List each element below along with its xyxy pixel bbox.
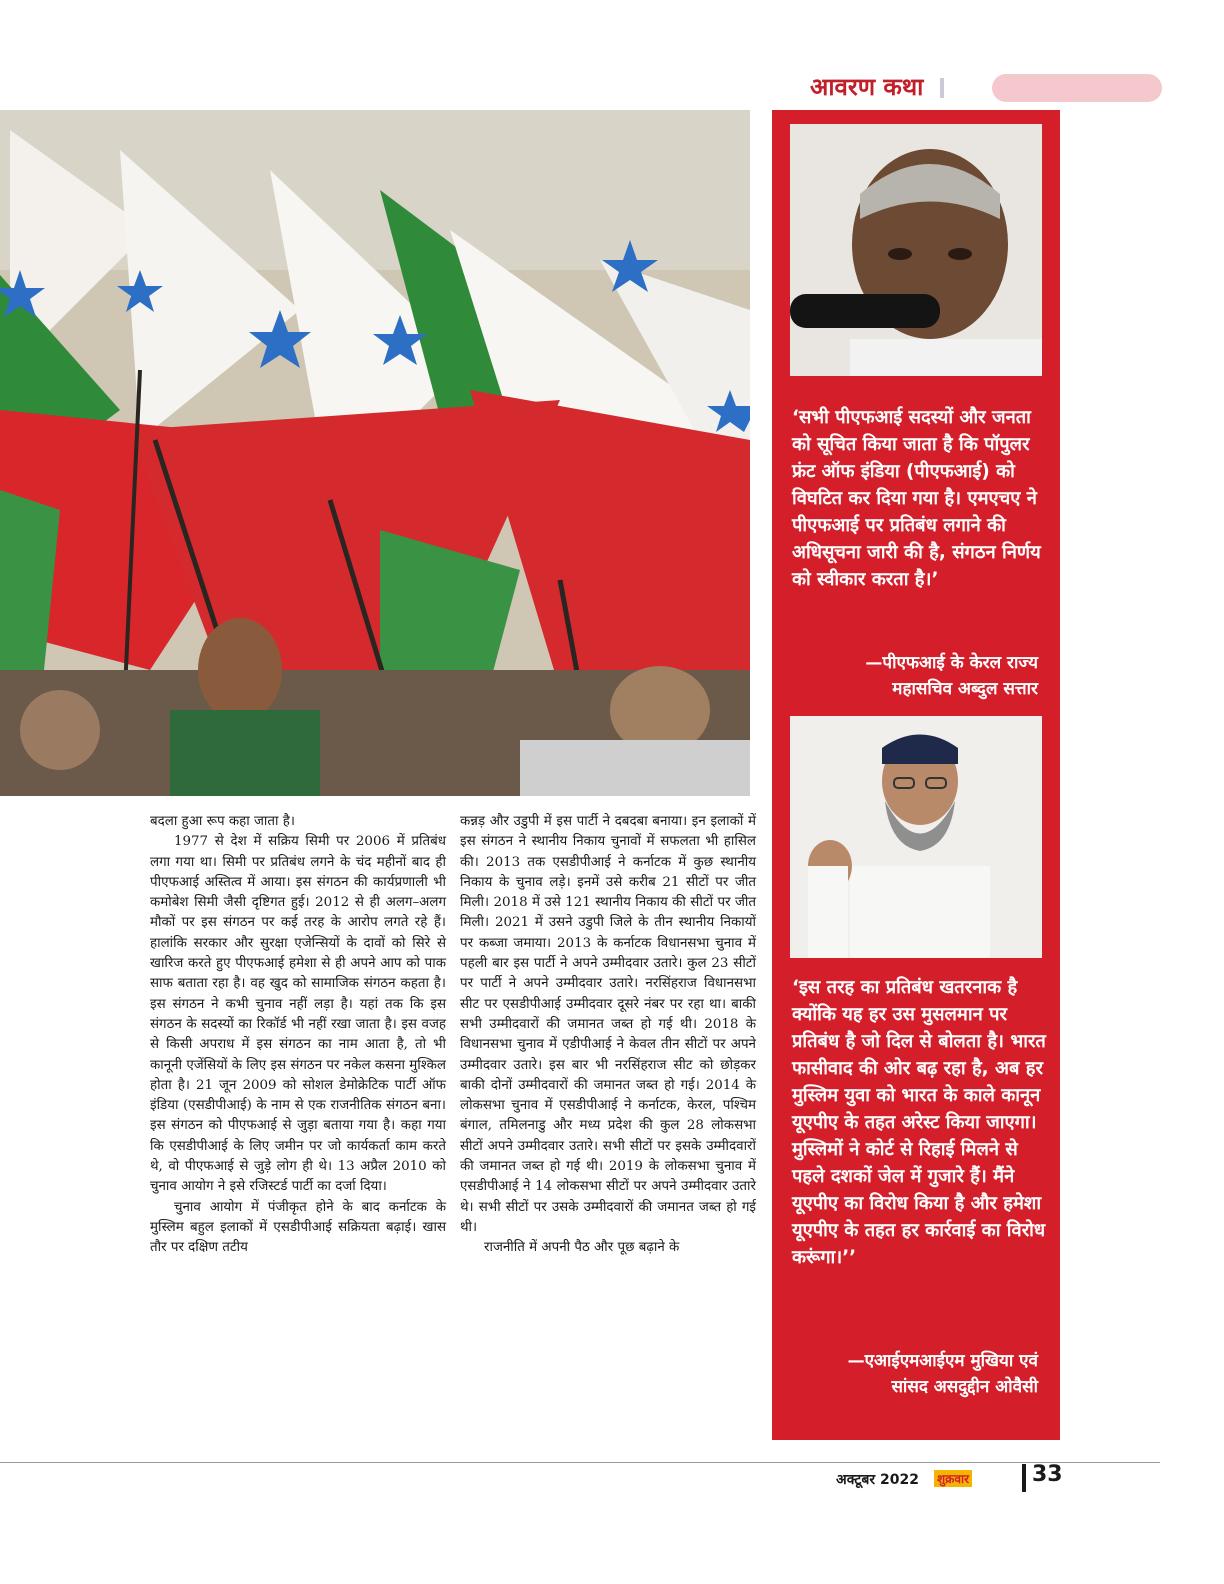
page-number: 33	[1032, 1462, 1063, 1487]
portrait-photo-owaisi	[790, 716, 1042, 958]
paragraph: 1977 से देश में सक्रिय सिमी पर 2006 में प्रतिबंध लगा गया था। सिमी पर प्रतिबंध लगने के चंद महीनों बाद ही पीएफआई अस्तित्व में आया। इस संगठन की कार्यप्रणाली भी कमोबेश सिमी जैसी दृष्टिगत हुई। 2012 से ही अलग–अलग मौकों पर इस संगठन पर कई तरह के आरोप लगते रहे हैं। हालांकि सरकार और सुरक्षा एजेन्सियों के दावों को सिरे से खारिज करते हुए पीएफआई हमेशा से ही अपने आप को पाक साफ बताता रहा है। वह खुद को सामाजिक संगठन कहता है। इस संगठन ने कभी चुनाव नहीं लड़ा है। यहां तक कि इस संगठन के सदस्यों का रिकॉर्ड भी नहीं रखा जाता है। इस वजह से किसी अपराध में इस संगठन का नाम आता है, तो भी कानूनी एजेंसियों के लिए इस संगठन पर नकेल कसना मुश्किल होता है। 21 जून 2009 को सोशल डेमोक्रेटिक पार्टी ऑफ इंडिया (एसडीपीआई) के नाम से एक राजनीतिक संगठन बना। इस संगठन को पीएफआई से जुड़ा बताया गया है। कहा गया कि एसडीपीआई के लिए जमीन पर जो कार्यकर्ता काम करते थे, वो पीएफआई से जुड़े लोग ही थे। 13 अप्रैल 2010 को चुनाव आयोग ने इसे रजिस्टर्ड पार्टी का दर्जा दिया।	[150, 834, 447, 1195]
header-decoration	[992, 74, 1162, 102]
attribution-line: महासचिव अब्दुल सत्तार	[892, 679, 1038, 699]
paragraph: राजनीति में अपनी पैठ और पूछ बढ़ाने के	[484, 1240, 680, 1256]
paragraph: कन्नड़ और उडुपी में इस पार्टी ने दबदबा बनाया। इन इलाकों में इस संगठन ने स्थानीय निकाय चुनावों में सफलता भी हासिल की। 2013 तक एसडीपीआई ने कर्नाटक में कुछ स्थानीय निकाय के चुनाव लड़े। इनमें उसे करीब 21 सीटों पर जीत मिली। 2018 में उसे 121 स्थानीय निकाय की सीटों पर जीत मिली। 2021 में उसने उडुपी जिले के तीन स्थानीय निकायों पर कब्जा जमाया। 2013 के कर्नाटक विधानसभा चुनाव में पहली बार इस पार्टी ने अपने उम्मीदवार उतारे। कुल 23 सीटों पर पार्टी ने अपने उम्मीदवार उतारे। नरसिंहराज विधानसभा सीट पर एसडीपीआई उम्मीदवार दूसरे नंबर पर रहा था। बाकी सभी उम्मीदवारों की जमानत जब्त हो गई थी। 2018 के विधानसभा चुनाव में एडीपीआई ने केवल तीन सीटों पर अपने उम्मीदवार उतारे। इस बार भी नरसिंहराज सीट को छोड़कर बाकी दोनों उम्मीदवारों की जमानत जब्त हो गई। 2014 के लोकसभा चुनाव में एसडीपीआई ने कर्नाटक, केरल, पश्चिम बंगाल, तमिलनाडु और मध्य प्रदेश की कुल 28 लोकसभा सीटों अपने उम्मीदवार उतारे। सभी सीटों पर इसके उम्मीदवारों की जमानत जब्त हो गई थी। 2019 के लोकसभा चुनाव में एसडीपीआई ने 14 लोकसभा सीटों पर अपने उम्मीदवार उतारे थे। सभी सीटों पर उसके उम्मीदवारों की जमानत जब्त हो गई थी।	[460, 814, 756, 1235]
magazine-logo: शुक्रवार	[934, 1470, 972, 1487]
quote-text: ‘सभी पीएफआई सदस्यों और जनता को सूचित किया जाता है कि पॉपुलर फ्रंट ऑफ इंडिया (पीएफआई) को विघटित कर दिया गया है। एमएचए ने पीएफआई पर प्रतिबंध लगाने की अधिसूचना जारी की है, संगठन निर्णय को स्वीकार करता है।’	[792, 407, 1041, 590]
quote-attribution	[778, 1348, 1038, 1400]
attribution-line: —पीएफआई के केरल राज्य	[865, 653, 1038, 673]
attribution-line: सांसद असदुद्दीन ओवैसी	[891, 1377, 1038, 1397]
main-photo	[0, 110, 750, 796]
page-number-divider	[1022, 1464, 1026, 1492]
footer-divider	[0, 1462, 1160, 1463]
paragraph: बदला हुआ रूप कहा जाता है।	[150, 814, 295, 829]
section-title: आवरण कथा	[810, 73, 924, 101]
attribution-line: —एआईएमआईएम मुखिया एवं	[847, 1351, 1038, 1371]
quote-sidebar	[772, 110, 1060, 1440]
header-divider	[940, 78, 944, 98]
article-column-left	[150, 812, 446, 1259]
quote-attribution	[778, 650, 1038, 702]
paragraph: चुनाव आयोग में पंजीकृत होने के बाद कर्नाटक के मुस्लिम बहुल इलाकों में एसडीपीआई सक्रियता बढ़ाई। खास तौर पर दक्षिण तटीय	[150, 1199, 446, 1256]
quote-text: ‘इस तरह का प्रतिबंध खतरनाक है क्योंकि यह हर उस मुसलमान पर प्रतिबंध है जो दिल से बोलता है। भारत फासीवाद की ओर बढ़ रहा है, अब हर मुस्लिम युवा को भारत के काले कानून यूएपीए के तहत अरेस्ट किया जाएगा। मुस्लिमों ने कोर्ट से रिहाई मिलने से पहले दशकों जेल में गुजारे हैं। मैंने यूएपीए का विरोध किया है और हमेशा यूएपीए के तहत हर कार्रवाई का विरोध करूंगा।’’	[792, 977, 1046, 1268]
portrait-photo-abdul-sattar	[790, 124, 1042, 376]
article-column-right	[460, 812, 756, 1259]
issue-date: अक्टूबर 2022	[836, 1472, 919, 1488]
